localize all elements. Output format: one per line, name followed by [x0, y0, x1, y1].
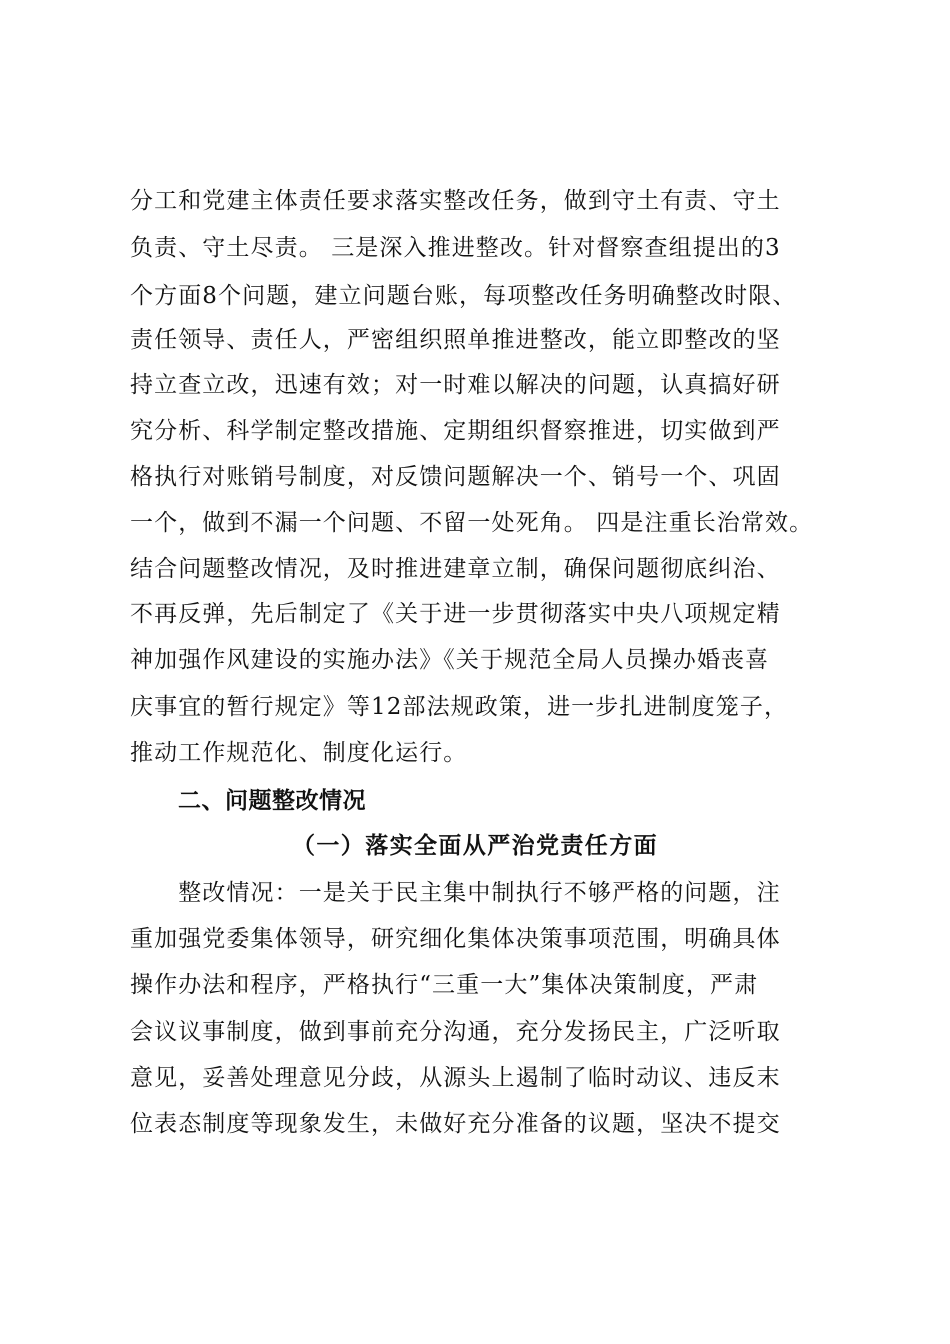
paragraph-line: 重加强党委集体领导，研究细化集体决策事项范围，明确具体	[130, 926, 781, 952]
paragraph-line: 分工和党建主体责任要求落实整改任务，做到守土有责、守土	[130, 188, 781, 214]
paragraph-line: 一个，做到不漏一个问题、不留一处死角。 四是注重长治常效。	[130, 510, 814, 536]
paragraph-line: 推动工作规范化、制度化运行。	[130, 740, 468, 766]
paragraph-line: 究分析、科学制定整改措施、定期组织督察推进，切实做到严	[130, 418, 781, 444]
subsection-heading: （一）落实全面从严治党责任方面	[292, 832, 658, 859]
paragraph-line: 持立查立改，迅速有效；对一时难以解决的问题，认真搞好研	[130, 372, 781, 398]
paragraph-line: 责任领导、责任人，严密组织照单推进整改，能立即整改的坚	[130, 327, 781, 353]
paragraph-line: 格执行对账销号制度，对反馈问题解决一个、销号一个、巩固	[130, 464, 781, 490]
paragraph-line: 不再反弹，先后制定了《关于进一步贯彻落实中央八项规定精	[130, 601, 781, 627]
paragraph-line: 结合问题整改情况，及时推进建章立制，确保问题彻底纠治、	[130, 556, 781, 582]
paragraph-line: 庆事宜的暂行规定》等12部法规政策，进一步扎进制度笼子，	[130, 694, 789, 720]
paragraph-line: 负责、守土尽责。 三是深入推进整改。针对督察查组提出的3	[130, 235, 781, 261]
paragraph-line: 个方面8个问题，建立问题台账，每项整改任务明确整改时限、	[130, 283, 797, 309]
section-heading: 二、问题整改情况	[178, 788, 366, 814]
paragraph-line: 意见，妥善处理意见分歧，从源头上遏制了临时动议、违反末	[130, 1065, 781, 1091]
paragraph-line: 整改情况：一是关于民主集中制执行不够严格的问题，注	[130, 880, 781, 906]
paragraph-line: 操作办法和程序，严格执行“三重一大”集体决策制度，严肃	[130, 972, 759, 998]
paragraph-line: 神加强作风建设的实施办法》《关于规范全局人员操办婚丧喜	[130, 647, 770, 673]
paragraph-line: 会议议事制度，做到事前充分沟通，充分发扬民主，广泛听取	[130, 1019, 781, 1045]
paragraph-line: 位表态制度等现象发生，未做好充分准备的议题，坚决不提交	[130, 1111, 781, 1137]
